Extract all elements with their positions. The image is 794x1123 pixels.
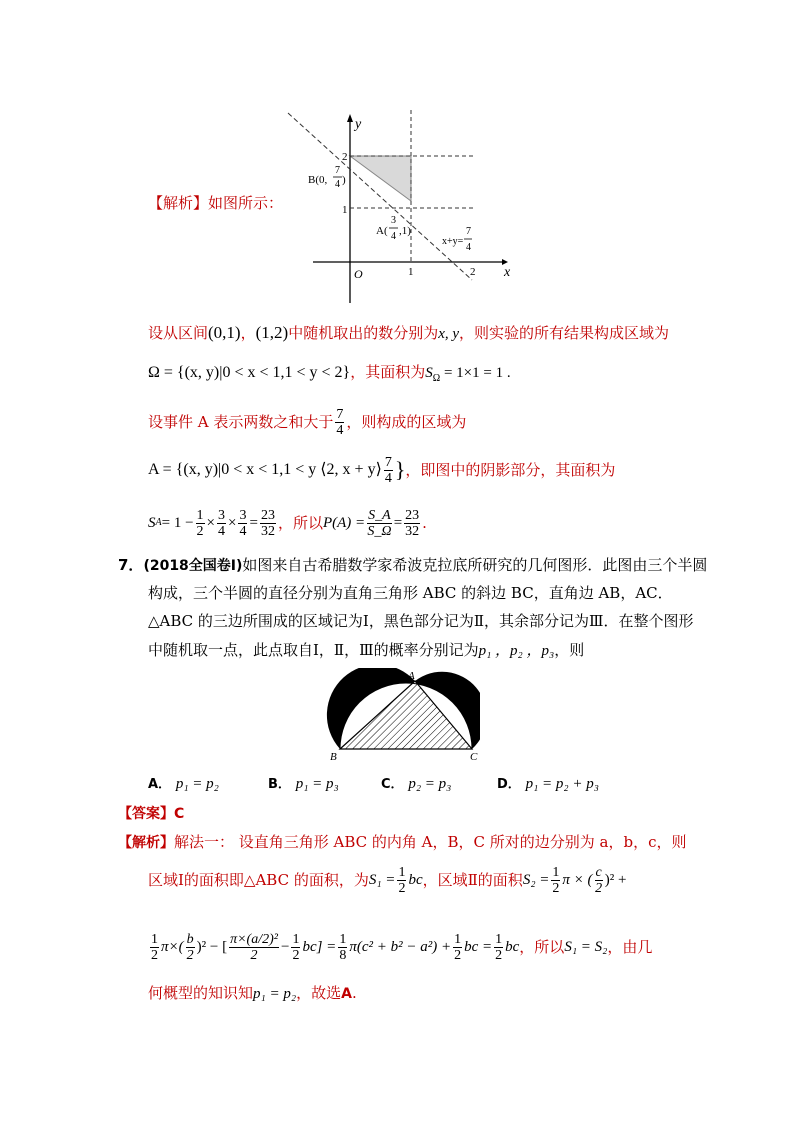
- option-value: p₁ = p₂ + p₃: [525, 776, 599, 792]
- point-A-pre: A(: [376, 225, 388, 237]
- solution6-tag: 【解析】: [148, 194, 209, 212]
- area-value: = 1×1 = 1 .: [440, 365, 511, 381]
- fraction: [291, 932, 300, 963]
- den: 4: [336, 422, 344, 438]
- num: 1: [398, 864, 406, 880]
- num: b: [186, 931, 194, 947]
- analysis-line4: [148, 983, 357, 1004]
- fraction: [551, 865, 560, 896]
- solution6-tag-line: [148, 193, 283, 213]
- den: 2: [151, 947, 158, 963]
- text: 如图来自古希腊数学家希波克拉底所研究的几何图形．此图由三个半圆: [242, 556, 708, 574]
- solution6-line3: [148, 402, 466, 442]
- num: 1: [339, 931, 347, 947]
- analysis-line2: [148, 860, 626, 900]
- num: 7: [336, 406, 344, 422]
- pa: P(A) =: [322, 515, 366, 531]
- text: ，: [240, 324, 256, 342]
- text: ，所以: [519, 938, 565, 956]
- text: 中随机取一点，此点取自Ⅰ，Ⅱ，Ⅲ的概率分别记为: [148, 641, 479, 659]
- text: ，所以: [277, 514, 323, 532]
- fraction: [453, 932, 462, 963]
- option-key: C．: [381, 777, 404, 792]
- eq: S₁ = S₂: [564, 939, 608, 955]
- option-key: B．: [268, 777, 291, 792]
- option-D[interactable]: [497, 773, 599, 795]
- text: ，则: [554, 641, 585, 659]
- den: 2: [292, 947, 300, 963]
- fraction-7-4: [384, 455, 393, 486]
- x-axis-label: x: [504, 265, 511, 280]
- solution6-line1: [148, 323, 669, 344]
- answer-value: C: [174, 806, 185, 822]
- omega-set: Ω = {(x, y)|0 < x < 1,1 < y < 2}: [148, 364, 351, 381]
- text: 设从区间: [148, 324, 209, 342]
- text: ，由几: [607, 938, 653, 956]
- label-B: B: [330, 751, 337, 763]
- half: bc] =: [302, 939, 337, 955]
- text: .: [422, 514, 427, 532]
- y-axis-label: y: [355, 117, 362, 132]
- num: 7: [384, 454, 392, 470]
- den: 2: [454, 947, 462, 963]
- text: ，即图中的阴影部分，其面积为: [405, 461, 616, 479]
- s1: S₁ =: [368, 872, 396, 888]
- num: 1: [454, 931, 462, 947]
- analysis-line1: [118, 832, 687, 853]
- tick-y1: 1: [342, 204, 348, 216]
- fraction-big: [229, 932, 279, 963]
- solution6-line4: [148, 450, 615, 490]
- den: 32: [260, 523, 275, 539]
- line-label-den: 4: [466, 242, 471, 253]
- problem-source: (2018全国卷Ⅰ): [143, 558, 243, 574]
- area-symbol: S: [425, 365, 433, 381]
- variables: x, y: [438, 326, 460, 342]
- solution6-tag-tail: 如图所示：: [208, 194, 284, 212]
- lune-figure: [320, 668, 480, 764]
- text: 区域Ⅰ的面积即△ABC 的面积，为: [148, 871, 369, 889]
- den: 4: [239, 523, 247, 539]
- fraction: [196, 508, 205, 539]
- line-label-num: 7: [466, 226, 471, 237]
- text: △ABC 的三边所围成的区域记为Ⅰ，黑色部分记为Ⅱ，其余部分记为Ⅲ．在整个图形: [148, 612, 694, 630]
- option-key: A．: [148, 777, 172, 792]
- problem7-line2: [148, 583, 673, 603]
- point-A-post: ,1): [399, 225, 411, 237]
- num: 3: [239, 507, 247, 523]
- den: 2: [595, 880, 603, 896]
- fraction-7-4: [335, 407, 344, 438]
- bc: bc: [505, 939, 520, 955]
- tick-y2: 2: [342, 151, 348, 163]
- analysis-tag: 【解析】: [118, 835, 174, 851]
- option-B[interactable]: [268, 773, 339, 795]
- num: 3: [218, 507, 225, 523]
- den: 2: [186, 947, 194, 963]
- num: π×(a/2)²: [230, 931, 278, 947]
- solution6-line5: [148, 503, 427, 543]
- expr: π(c² + b² − a²) +: [349, 939, 452, 955]
- event-set: A = {(x, y)|0 < x < 1,1 < y ⟨2, x + y⟩: [148, 461, 382, 478]
- fraction: [595, 865, 603, 896]
- text: ，故选: [296, 984, 342, 1002]
- tick-x2: 2: [470, 266, 476, 278]
- num: 23: [260, 507, 275, 523]
- num: S_A: [368, 507, 391, 523]
- origin-label: O: [354, 267, 363, 281]
- fraction: [186, 932, 195, 963]
- tick-x1: 1: [408, 266, 414, 278]
- problem7-line4: [148, 640, 584, 661]
- text: ，其面积为: [350, 363, 426, 381]
- sa-sub: A: [155, 517, 162, 528]
- answer-line: [118, 803, 184, 824]
- answer-tag: 【答案】: [118, 806, 174, 822]
- problem7-line1: [118, 555, 707, 576]
- text: ，则实验的所有结果构成区域为: [459, 324, 670, 342]
- times: ×: [206, 515, 215, 531]
- answer: A: [341, 986, 352, 1002]
- den: S_Ω: [367, 523, 392, 539]
- text: 解法一： 设直角三角形 ABC 的内角 A，B，C 所对的边分别为 a，b，c，则: [174, 833, 687, 851]
- text: 中随机取出的数分别为: [288, 324, 439, 342]
- equals: =: [393, 515, 403, 531]
- pi: π×(: [161, 939, 184, 955]
- num: 23: [405, 507, 420, 523]
- text: ，则构成的区域为: [346, 413, 467, 431]
- label-C: C: [470, 751, 478, 763]
- den: 4: [384, 470, 392, 486]
- pi: π × (: [562, 872, 593, 888]
- num: 1: [151, 931, 158, 947]
- den: 2: [552, 880, 560, 896]
- interval-1: (0,1): [208, 323, 241, 342]
- bc: bc: [408, 872, 423, 888]
- point-B-label: B(0,: [308, 174, 328, 186]
- point-A-num: 3: [391, 215, 396, 226]
- fraction: [397, 865, 406, 896]
- point-B-den: 4: [335, 179, 340, 190]
- line-label-pre: x+y=: [442, 236, 464, 247]
- option-C[interactable]: [381, 773, 451, 795]
- num: 1: [552, 864, 560, 880]
- option-A[interactable]: [148, 773, 219, 795]
- fraction: [404, 508, 420, 539]
- analysis-line3: [148, 922, 652, 972]
- times: ×: [228, 515, 237, 531]
- region-graph: [280, 108, 520, 308]
- den: 4: [218, 523, 225, 539]
- fraction: [260, 508, 276, 539]
- option-value: p₁ = p₂: [175, 776, 219, 792]
- minus: −: [280, 939, 290, 955]
- eq: p₁ = p₂: [253, 986, 297, 1002]
- option-value: p₂ = p₃: [408, 776, 452, 792]
- line-x-plus-y: [288, 113, 472, 280]
- point-A-den: 4: [391, 231, 396, 242]
- text: ，区域Ⅱ的面积: [422, 871, 523, 889]
- num: 1: [292, 931, 300, 947]
- num: 1: [196, 507, 204, 523]
- problem7-line3: [148, 611, 694, 631]
- bc: bc =: [464, 939, 493, 955]
- shaded-triangle: [350, 156, 411, 201]
- den: 32: [405, 523, 420, 539]
- text: 构成，三个半圆的直径分别为直角三角形 ABC 的斜边 BC，直角边 AB，AC．: [148, 584, 673, 602]
- den: 2: [196, 523, 204, 539]
- probabilities: p₁ ，p₂ ，p₃: [478, 643, 555, 659]
- den: 8: [339, 947, 347, 963]
- equals: =: [249, 515, 258, 531]
- fraction: [150, 932, 159, 963]
- area-sub: Ω: [432, 373, 441, 384]
- text: 设事件 A 表示两数之和大于: [148, 413, 334, 431]
- solution6-line2: [148, 362, 511, 389]
- y-axis-arrow: [347, 114, 353, 122]
- text: .: [351, 984, 357, 1002]
- point-B-close: ): [342, 174, 346, 186]
- fraction: [238, 508, 247, 539]
- brace: }: [394, 457, 406, 482]
- num: 1: [495, 931, 503, 947]
- den: 2: [398, 880, 406, 896]
- fraction: [217, 508, 226, 539]
- num: c: [595, 864, 602, 880]
- option-value: p₁ = p₃: [295, 776, 339, 792]
- fraction: [367, 508, 392, 539]
- equals: = 1 −: [161, 515, 194, 531]
- point-B-num: 7: [335, 165, 340, 176]
- sa-symbol: S: [148, 515, 156, 531]
- s2: S₂ =: [522, 872, 550, 888]
- problem-number: 7．: [118, 556, 144, 574]
- text: 何概型的知识知: [148, 984, 254, 1002]
- den: 2: [250, 947, 258, 963]
- mid: )² − [: [196, 939, 228, 955]
- den: 2: [495, 947, 503, 963]
- fraction: [338, 932, 347, 963]
- interval-2: (1,2): [255, 323, 289, 342]
- label-A: A: [408, 670, 415, 682]
- end: )² +: [604, 872, 627, 888]
- fraction: [494, 932, 503, 963]
- option-key: D．: [497, 777, 521, 792]
